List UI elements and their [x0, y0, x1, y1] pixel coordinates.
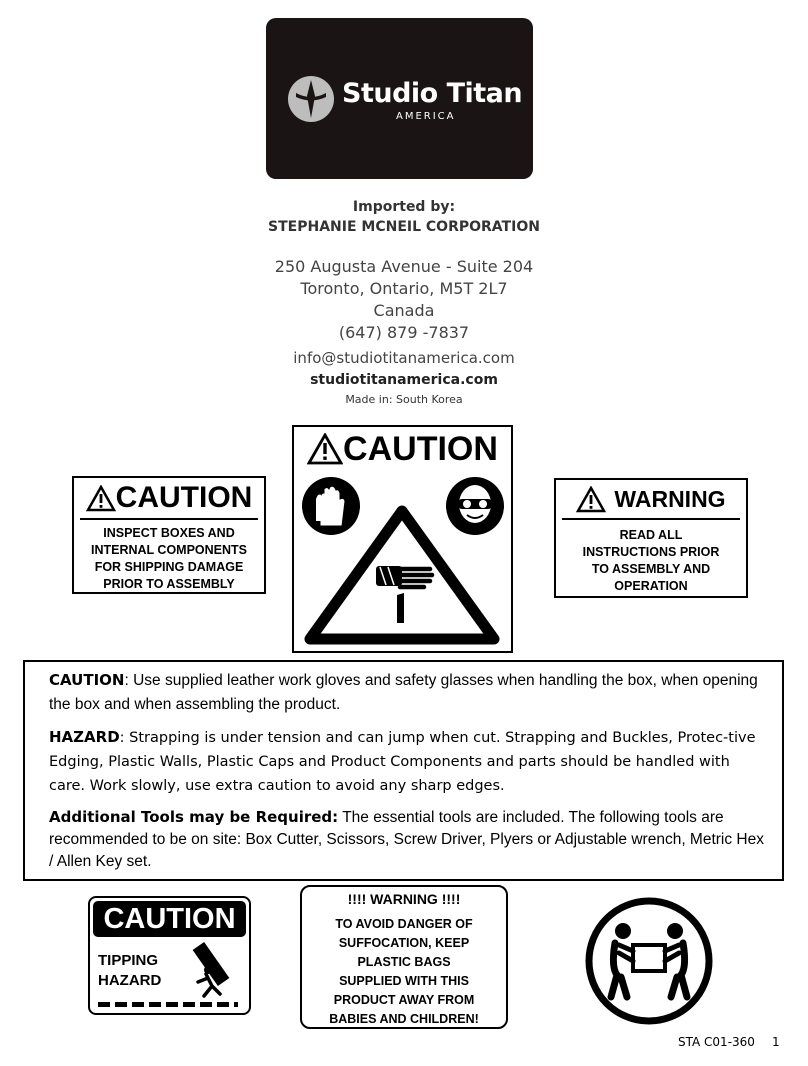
hazard-text: : Strapping is under tension and can jump when cut. Strapping and Buckles, Protec-tive Edging, Plastic Walls, Plastic Caps and Product Components and parts should be handled with care. Work slowly, use extra caution to avoid any sharp edges. — [49, 730, 756, 794]
website: studiotitanamerica.com — [310, 372, 498, 388]
sign-title: CAUTION — [93, 901, 246, 937]
sign-line: INSTRUCTIONS PRIOR — [582, 545, 720, 559]
page-number: 1 — [772, 1035, 780, 1049]
warning-triangle-icon — [576, 486, 606, 513]
warning-read-instructions-sign — [554, 478, 748, 598]
made-in-label: Made in: South Korea — [345, 393, 463, 406]
tipping-hazard-sign — [88, 896, 251, 1015]
hazard-label: HAZARD — [49, 728, 120, 746]
sign-title: CAUTION — [343, 429, 498, 468]
warning-triangle-icon — [86, 485, 116, 512]
sign-line: SUFFOCATION, KEEP — [338, 936, 470, 950]
tipping-furniture-icon — [190, 940, 240, 998]
sign-line: BABIES AND CHILDREN! — [329, 1012, 479, 1026]
ppe-pictogram — [294, 471, 511, 651]
caution-inspect-sign — [72, 476, 266, 594]
sign-line: OPERATION — [614, 579, 688, 593]
sign-line: HAZARD — [98, 972, 162, 989]
warning-triangle-icon — [307, 433, 343, 465]
caution-ppe-sign — [292, 425, 513, 653]
sign-line: INTERNAL COMPONENTS — [90, 543, 248, 557]
phone-number: (647) 879 -7837 — [338, 323, 470, 342]
importer-company: STEPHANIE MCNEIL CORPORATION — [268, 219, 540, 235]
sign-line: PRIOR TO ASSEMBLY — [103, 577, 235, 591]
two-person-lift-icon — [585, 897, 713, 1025]
safety-notice-box — [23, 660, 784, 881]
sign-line: FOR SHIPPING DAMAGE — [94, 560, 244, 574]
hazard-dash-line — [98, 1002, 238, 1007]
tools-label: Additional Tools may be Required: — [49, 808, 339, 826]
sign-title: !!!! WARNING !!!! — [347, 891, 461, 907]
document-code: STA C01-360 — [678, 1035, 755, 1049]
sign-line: READ ALL — [619, 528, 683, 542]
sign-line: TO ASSEMBLY AND — [591, 562, 711, 576]
gloves-icon — [302, 477, 360, 535]
email-address: info@studiotitanamerica.com — [293, 349, 515, 367]
address-line: Toronto, Ontario, M5T 2L7 — [300, 279, 508, 298]
caution-text: : Use supplied leather work gloves and safety glasses when handling the box, when opening the box and when assembling the product. — [49, 672, 758, 713]
tools-text: The essential tools are included. The following tools are recommended to be on site: Box Cutter, Scissors, Screw Driver, Plyers or Adjustable wrench, Metric Hex / Allen Key set. — [49, 809, 764, 870]
logo-mark-icon — [288, 76, 334, 122]
sign-title: WARNING — [614, 485, 726, 512]
sign-line: PLASTIC BAGS — [357, 955, 451, 969]
brand-logo — [266, 18, 533, 179]
sign-line: PRODUCT AWAY FROM — [333, 993, 475, 1007]
imported-by-label: Imported by: — [352, 199, 456, 215]
address-line: Canada — [373, 301, 435, 320]
sign-line: TO AVOID DANGER OF — [335, 917, 473, 931]
caution-label: CAUTION — [49, 671, 125, 689]
logo-brand-text: Studio Titan — [342, 78, 523, 109]
sign-line: INSPECT BOXES AND — [103, 526, 235, 540]
logo-sub-text: AMERICA — [396, 111, 456, 122]
sign-title: CAUTION — [115, 481, 253, 514]
safety-glasses-icon — [446, 477, 504, 535]
suffocation-warning-sign — [300, 885, 508, 1029]
address-line: 250 Augusta Avenue - Suite 204 — [274, 257, 534, 276]
sign-line: SUPPLIED WITH THIS — [339, 974, 469, 988]
sign-line: TIPPING — [98, 952, 159, 969]
